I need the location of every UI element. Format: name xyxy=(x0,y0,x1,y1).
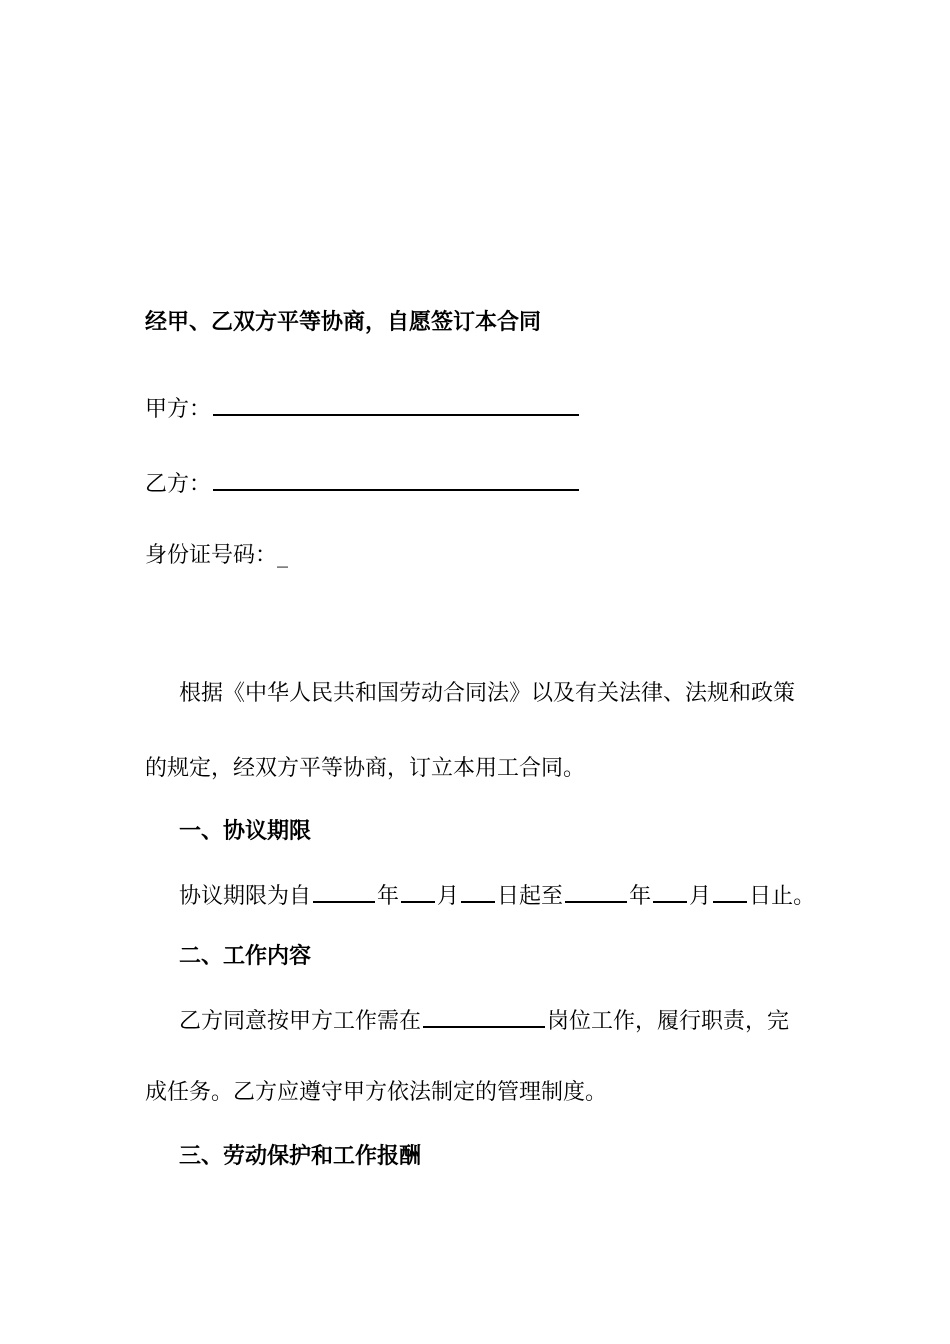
section-1-title: 一、协议期限 xyxy=(179,818,312,844)
term-year-1: 年 xyxy=(377,884,400,909)
term-year-2: 年 xyxy=(629,884,652,909)
end-year-blank[interactable] xyxy=(565,879,627,903)
position-blank[interactable] xyxy=(423,1004,545,1028)
id-number-field xyxy=(145,541,288,571)
term-month-1: 月 xyxy=(437,884,460,909)
work-content-line-1 xyxy=(179,1004,789,1037)
party-a-blank[interactable] xyxy=(213,392,579,416)
preamble-line-2: 的规定，经双方平等协商，订立本用工合同。 xyxy=(145,756,586,781)
term-day-1: 日起至 xyxy=(497,884,564,909)
id-number-value[interactable]: _ xyxy=(277,543,289,568)
end-month-blank[interactable] xyxy=(653,879,687,903)
party-b-field xyxy=(145,467,579,500)
term-month-2: 月 xyxy=(689,884,712,909)
work-suffix: 岗位工作，履行职责，完 xyxy=(547,1009,790,1034)
start-month-blank[interactable] xyxy=(401,879,435,903)
id-number-label: 身份证号码： xyxy=(145,543,278,568)
party-b-blank[interactable] xyxy=(213,467,579,491)
section-3-title: 三、劳动保护和工作报酬 xyxy=(179,1143,422,1169)
start-day-blank[interactable] xyxy=(461,879,495,903)
party-b-label: 乙方： xyxy=(145,472,212,497)
party-a-label: 甲方： xyxy=(145,397,212,422)
preamble-line-1: 根据《中华人民共和国劳动合同法》以及有关法律、法规和政策 xyxy=(179,681,796,706)
contract-heading: 经甲、乙双方平等协商，自愿签订本合同 xyxy=(145,309,542,335)
work-prefix: 乙方同意按甲方工作需在 xyxy=(179,1009,422,1034)
end-day-blank[interactable] xyxy=(713,879,747,903)
party-a-field xyxy=(145,392,579,425)
work-content-line-2: 成任务。乙方应遵守甲方依法制定的管理制度。 xyxy=(145,1080,608,1105)
term-day-2: 日止。 xyxy=(749,884,816,909)
start-year-blank[interactable] xyxy=(313,879,375,903)
term-clause xyxy=(179,879,815,912)
term-prefix: 协议期限为自 xyxy=(179,884,312,909)
section-2-title: 二、工作内容 xyxy=(179,943,312,969)
